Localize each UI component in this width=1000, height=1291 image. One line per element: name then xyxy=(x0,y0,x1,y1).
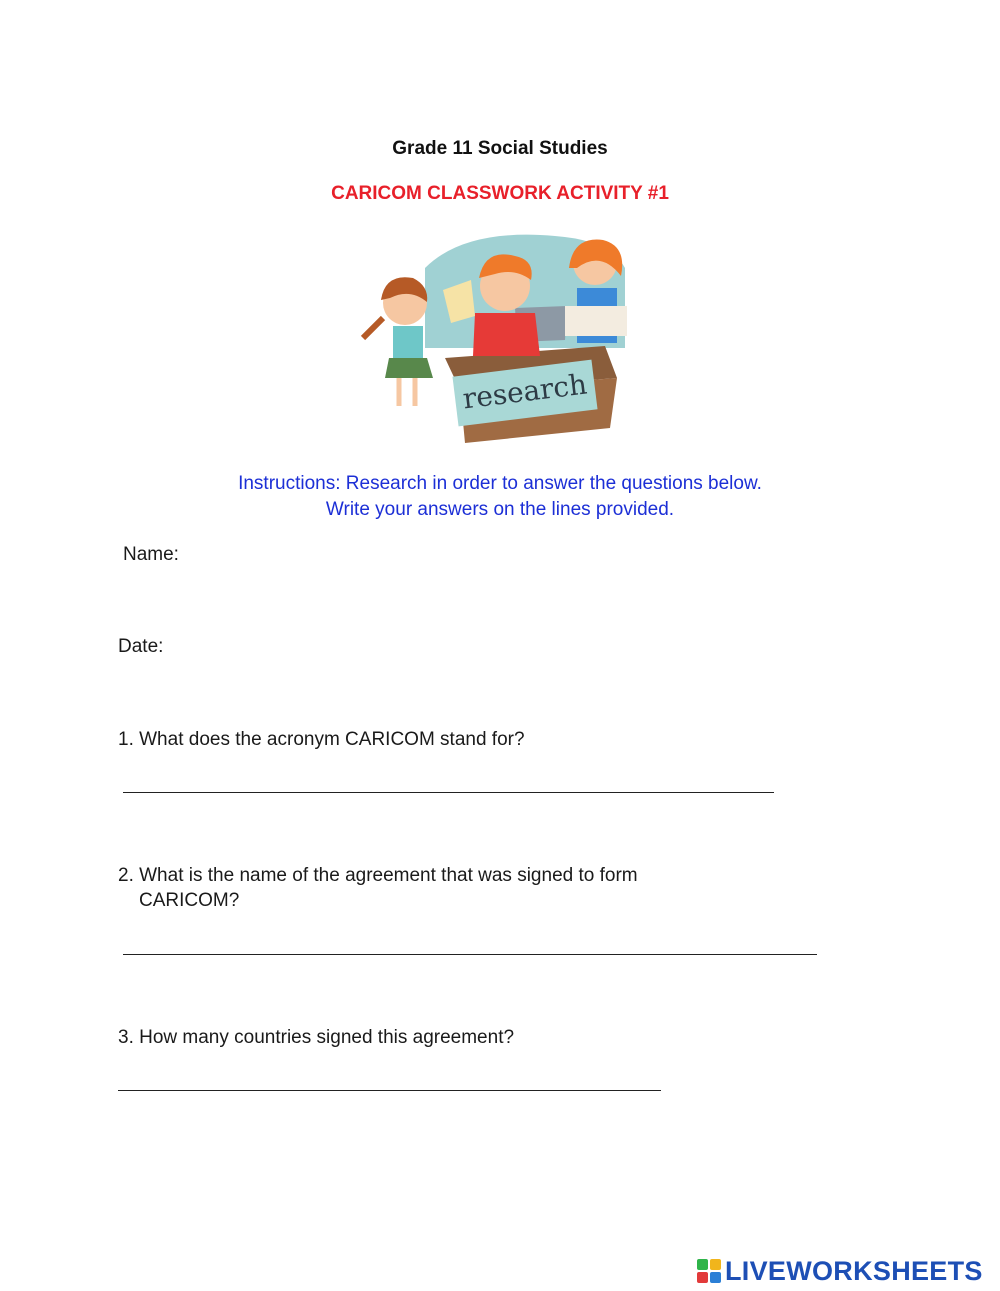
research-sign-text: research xyxy=(460,367,589,416)
brand-name: LIVEWORKSHEETS xyxy=(725,1255,983,1286)
question-2-line-2: CARICOM? xyxy=(139,890,240,911)
liveworksheets-logo xyxy=(697,1254,983,1288)
answer-line-1[interactable] xyxy=(123,792,774,793)
activity-title: CARICOM CLASSWORK ACTIVITY #1 xyxy=(331,183,669,204)
research-kids-illustration xyxy=(355,228,645,453)
question-2-line-1: 2. What is the name of the agreement that was signed to form xyxy=(118,865,638,886)
question-1: 1. What does the acronym CARICOM stand for? xyxy=(118,729,525,750)
worksheet-grade-title: Grade 11 Social Studies xyxy=(392,138,608,159)
answer-line-3[interactable] xyxy=(118,1090,661,1091)
instructions-line-1: Instructions: Research in order to answer the questions below. xyxy=(238,473,762,494)
logo-blocks-icon xyxy=(697,1259,721,1283)
question-3: 3. How many countries signed this agreement? xyxy=(118,1027,515,1048)
answer-line-2[interactable] xyxy=(123,954,817,955)
instructions-line-2: Write your answers on the lines provided. xyxy=(325,499,675,520)
date-label: Date: xyxy=(118,636,164,657)
name-label: Name: xyxy=(123,544,179,565)
